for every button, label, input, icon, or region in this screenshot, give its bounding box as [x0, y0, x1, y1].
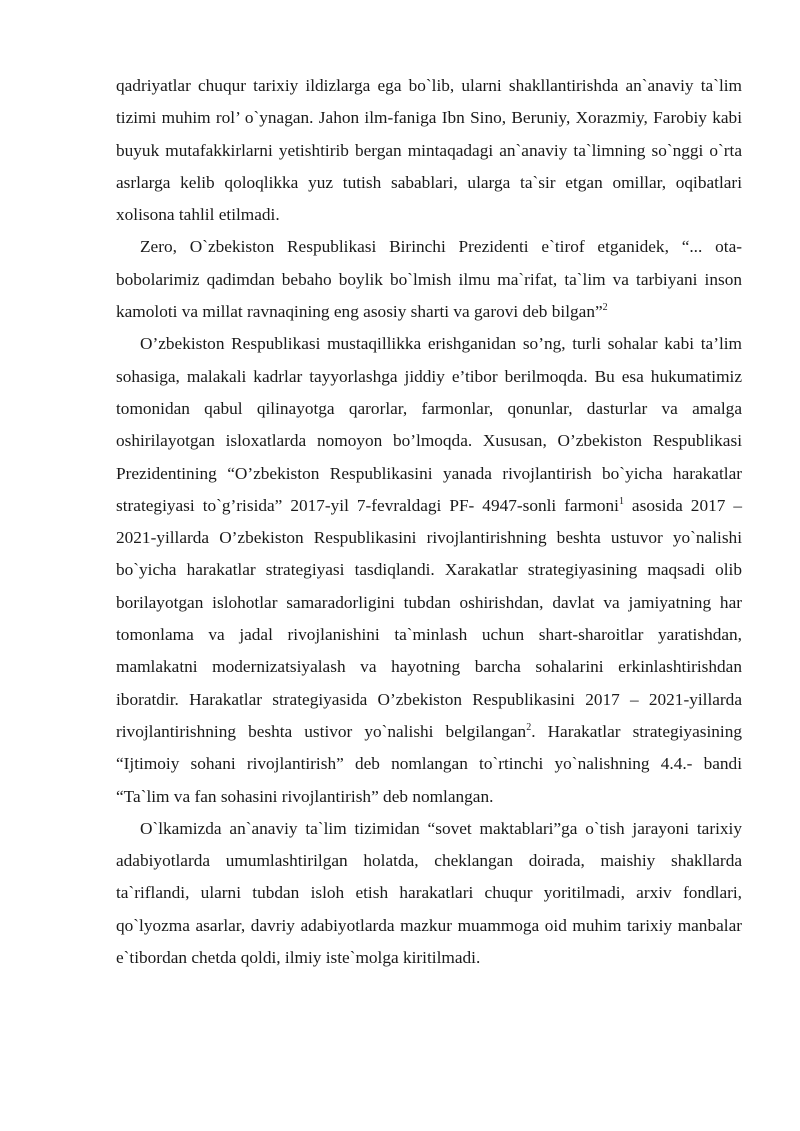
paragraph-text: . Harakatlar strategiyasining “Ijtimoiy sohani rivojlantirish” deb nomlangan to`rtinchi yo`nalishning 4.4.- bandi “Ta`lim va fan sohasini rivojlantirish” deb nomlangan. — [116, 721, 742, 806]
paragraph-text: asosida 2017 – 2021-yillarda O’zbekiston Respublikasini rivojlantirishning beshta ustuvor yo`nalishi bo`yicha harakatlar strategiyasi tasdiqlandi. Xarakatlar strategiyasining maqsadi olib borilayotgan islohotlar samaradorligini tubdan oshirishdan, davlat va jamiyatning har tomonlama va jadal rivojlanishini ta`minlash uchun shart-sharoitlar yaratishdan, mamlakatni modernizatsiyalash va hayotning barcha sohalarini erkinlashtirishdan iboratdir. Harakatlar strategiyasida O’zbekiston Respublikasini 2017 – 2021-yillarda rivojlantirishning beshta ustivor yo`nalishi belgilangan — [116, 495, 742, 741]
paragraph-text: qadriyatlar chuqur tarixiy ildizlarga ega bo`lib, ularni shakllantirishda an`anaviy ta`lim tizimi muhim rol’ o`ynagan. Jahon ilm-faniga Ibn Sino, Beruniy, Xorazmiy, Farobiy kabi buyuk mutafakkirlarni yetishtirib bergan mintaqadagi an`anaviy ta`limning so`nggi o`rta asrlarga kelib qoloqlikka yuz tutish sabablari, ularga ta`sir etgan omillar, oqibatlari xolisona tahlil etilmadi. — [116, 76, 742, 225]
footnote-ref: 2 — [602, 302, 608, 314]
paragraph — [116, 70, 742, 231]
paragraph — [116, 813, 742, 974]
footnote-ref: 2 — [526, 722, 532, 734]
document-page — [116, 70, 742, 974]
paragraph-text: Zero, O`zbekiston Respublikasi Birinchi Prezidenti e`tirof etganidek, “... ota-bobolarimiz qadimdan bebaho boylik bo`lmish ilmu ma`rifat, ta`lim va tarbiyani inson kamoloti va millat ravnaqining eng asosiy sharti va garovi deb bilgan” — [116, 237, 742, 322]
paragraph — [116, 231, 742, 328]
paragraph — [116, 328, 742, 812]
footnote-ref: 1 — [618, 496, 624, 508]
paragraph-text: O’zbekiston Respublikasi mustaqillikka erishganidan so’ng, turli sohalar kabi ta’lim sohasiga, malakali kadrlar tayyorlashga jiddiy e’tibor berilmoqda. Bu esa hukumatimiz tomonidan qabul qilinayotga qarorlar, farmonlar, qonunlar, dasturlar va amalga oshirilayotgan isloxatlarda nomoyon bo’lmoqda. Xususan, O’zbekiston Respublikasi Prezidentining “O’zbekiston Respublikasini yanada rivojlantirish bo`yicha harakatlar strategiyasi to`g’risida” 2017-yil 7-fevraldagi PF- 4947-sonli farmoni — [116, 334, 742, 515]
paragraph-text: O`lkamizda an`anaviy ta`lim tizimidan “sovet maktablari”ga o`tish jarayoni tarixiy adabiyotlarda umumlashtirilgan holatda, cheklangan doirada, maishiy shakllarda ta`riflandi, ularni tubdan isloh etish harakatlari chuqur yoritilmadi, arxiv fondlari, qo`lyozma asarlar, davriy adabiyotlarda mazkur muammoga oid muhim tarixiy manbalar e`tibordan chetda qoldi, ilmiy iste`molga kiritilmadi. — [116, 818, 742, 968]
